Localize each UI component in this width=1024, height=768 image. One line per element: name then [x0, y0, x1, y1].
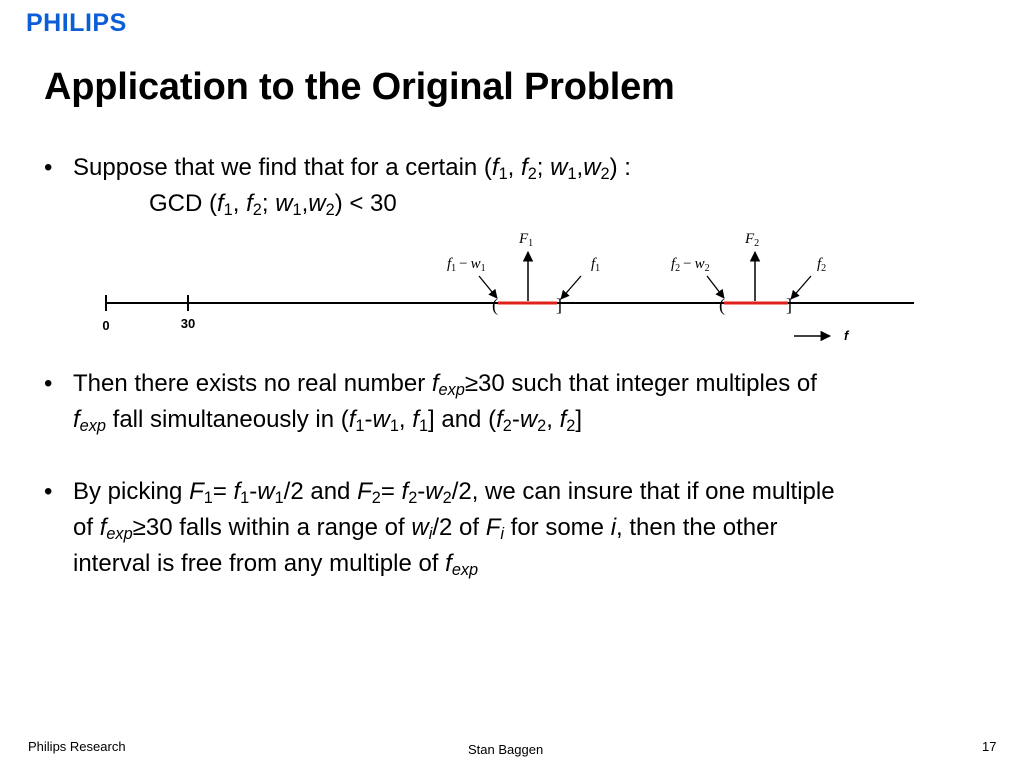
upper-bound-1-arrow — [561, 276, 581, 299]
bullet1-line1: Suppose that we find that for a certain ($f_1$, $f_2$; $w_1,w_2$) : — [73, 154, 631, 184]
bullet2-line1: Then there exists no real number $f_{exp}\ge 30$ such that integer multiples of — [73, 370, 817, 400]
bullet2-line2: $f_{exp}$ fall simultaneously in ($f_1-w_1$, $f_1$] and ($f_2-w_2$, $f_2$] — [73, 406, 582, 436]
bullet-marker: • — [44, 370, 53, 397]
tick-label-0: 0 — [102, 318, 110, 333]
upper-bound-1-label: $f_1$ — [591, 256, 601, 274]
bullet3-line3: interval is free from any multiple of $f_{exp}$ — [73, 550, 479, 580]
bullet3-line1: By picking $F_1= f_1-w_1/2$ and $F_2= f_2-w_2/2$, we can insure that if one multiple — [73, 478, 835, 508]
footer-page-number: 17 — [982, 739, 997, 754]
lower-bound-1-label: $f_1 - w_1$ — [447, 256, 486, 274]
frequency-interval-diagram — [0, 222, 1024, 352]
slide-title: Application to the Original Problem — [44, 66, 675, 108]
tick-label-30: 30 — [180, 316, 196, 331]
upper-bound-2-arrow — [791, 276, 811, 299]
F1-label: $F_1$ — [519, 231, 534, 249]
frequency-axis-label: f — [844, 328, 849, 343]
bullet3-line2: of $f_{exp}\ge 30$ falls within a range of $w_i/2$ of $F_i$ for some i, then the other — [73, 514, 778, 544]
lower-bound-2-arrow — [707, 276, 724, 298]
interval-1-open-bracket: ( — [492, 295, 498, 315]
lower-bound-2-label: $f_2 - w_2$ — [671, 256, 710, 274]
philips-logo: PHILIPS — [26, 9, 127, 37]
footer-author: Stan Baggen — [468, 742, 544, 757]
interval-2-close-bracket: ] — [786, 295, 792, 315]
bullet1-line2-gcd: GCD ($f_1$, $f_2$; $w_1,w_2) < 30$ — [149, 190, 397, 220]
bullet-marker: • — [44, 478, 53, 505]
footer-organization: Philips Research — [28, 739, 126, 754]
upper-bound-2-label: $f_2$ — [817, 256, 827, 274]
interval-2-open-bracket: ( — [719, 295, 725, 315]
lower-bound-1-arrow — [479, 276, 497, 298]
interval-1-close-bracket: ] — [556, 295, 562, 315]
F2-label: $F_2$ — [745, 231, 760, 249]
bullet-marker: • — [44, 154, 53, 181]
